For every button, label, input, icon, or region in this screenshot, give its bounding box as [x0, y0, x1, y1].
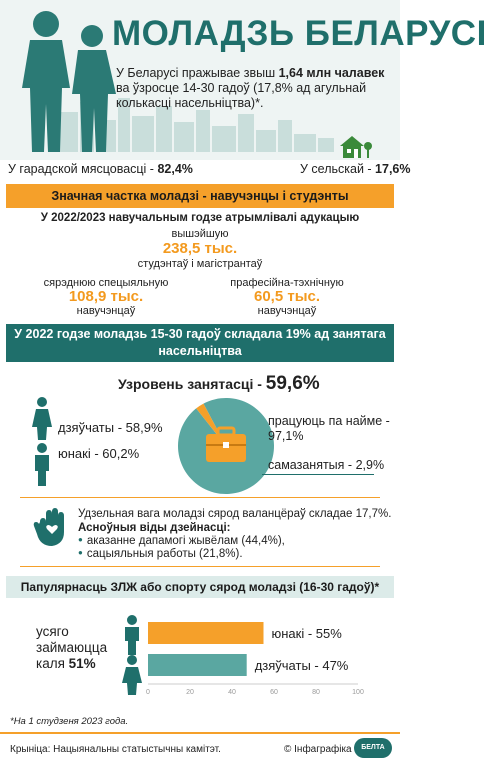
male-icon: [125, 615, 139, 655]
sport-banner: Папулярнасць ЗЛЖ або спорту сярод моладзі (16-30 гадоў)*: [6, 576, 394, 598]
page-title: МОЛАДЗЬ БЕЛАРУСІ: [112, 14, 487, 53]
secondary-education-label: сярэднюю спецыяльную: [43, 277, 169, 289]
footnote: *На 1 студзеня 2023 года.: [10, 716, 129, 727]
volunteer-hand-heart-icon: [34, 508, 70, 548]
axis-tick-label: 40: [228, 689, 236, 696]
volunteer-activity-item: ● сацыяльныя работы (21,8%).: [78, 548, 243, 560]
village-house-icon: [338, 134, 372, 158]
infographic-credit: © Інфаграфіка: [284, 744, 352, 755]
self-employment: самазанятыя - 2,9%: [268, 458, 385, 472]
hired-employment: працуюць па найме - 97,1%: [268, 414, 390, 443]
vocational-education-unit: навучэнцаў: [257, 305, 317, 317]
vocational-education-value: 60,5 тыс.: [253, 288, 321, 305]
education-subtitle: У 2022/2023 навучальным годзе атрымлівалі адукацыю: [40, 212, 360, 224]
volunteer-share: Удзельная вага моладзі сярод валанцёраў складае 17,7%.: [78, 508, 392, 520]
axis-tick-label: 100: [352, 689, 364, 696]
intro-text: У Беларусі пражывае звыш 1,64 млн чалавек ва ўзросце 14-30 гадоў (17,8% ад агульнай колькасці насельніцтва)*.: [116, 66, 385, 110]
axis-tick-label: 80: [312, 689, 320, 696]
female-icon: [122, 655, 142, 695]
axis-tick-label: 20: [186, 689, 194, 696]
rural-share: У сельскай - 17,6%: [300, 162, 411, 176]
belta-logo[interactable]: БЕЛТА: [354, 738, 392, 758]
higher-education-value: 238,5 тыс.: [162, 240, 238, 257]
male-employment: юнакі - 60,2%: [58, 446, 140, 461]
urban-share: У гарадской мясцовасці - 82,4%: [8, 162, 193, 176]
bar-label: дзяўчаты - 47%: [254, 658, 349, 673]
axis-tick-label: 60: [270, 689, 278, 696]
secondary-education-value: 108,9 тыс.: [68, 288, 144, 305]
header-panel: [0, 0, 487, 160]
volunteer-activity-item: ● аказанне дапамогі жывёлам (44,4%),: [78, 535, 285, 547]
employment-banner: У 2022 годзе моладзь 15-30 гадоў складала 19% ад занятага насельніцтва: [6, 324, 394, 362]
employment-level: Узровень занятасці - 59,6%: [118, 373, 320, 394]
bar-label: юнакі - 55%: [271, 626, 342, 641]
sport-bar-chart: [110, 612, 400, 702]
divider: [20, 566, 380, 567]
axis-tick-label: 0: [146, 689, 150, 696]
male-icon: [32, 442, 52, 486]
divider: [20, 497, 380, 498]
sport-total: усяго займаюцца каля 51%: [36, 624, 108, 671]
female-employment: дзяўчаты - 58,9%: [58, 420, 163, 435]
self-employment-underline: [262, 474, 374, 475]
footer-divider: [0, 732, 400, 734]
volunteer-activities-header: Асноўныя віды дзейнасці:: [78, 522, 231, 534]
source-note: Крыніца: Нацыянальны статыстычны камітэт.: [10, 744, 221, 755]
secondary-education-unit: навучэнцаў: [76, 305, 136, 317]
vocational-education-label: прафесійна-тэхнічную: [230, 277, 344, 289]
higher-education-label: вышэйшую: [171, 228, 229, 240]
education-banner: Значная частка моладзі - навучэнцы і студэнты: [6, 184, 394, 208]
young-couple-icon: [8, 6, 128, 156]
female-icon: [32, 396, 52, 440]
employment-pie-chart: [176, 396, 276, 496]
bar-female: [148, 654, 247, 676]
higher-education-unit: студэнтаў і магістрантаў: [137, 258, 263, 270]
bar-male: [148, 622, 264, 644]
